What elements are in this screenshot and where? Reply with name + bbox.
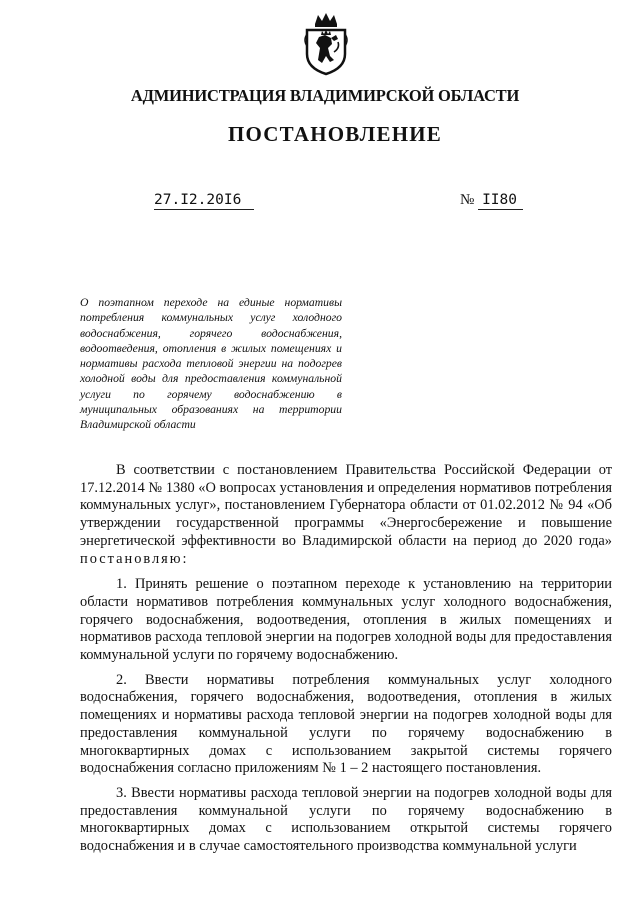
preamble-paragraph [80,462,612,568]
preamble-text: В соответствии с постановлением Правительства Российской Федерации от 17.12.2014 № 1380 «О вопросах установления и определения нормативов потребления коммунальных услуг», постановлением Губернатора области от 01.02.2012 № 94 «Об утверждении государственной программы «Энергосбережение и повышение энергетической эффективности во Владимирской области на период до 2020 года» [80,462,612,549]
document-type-title: ПОСТАНОВЛЕНИЕ [227,122,443,146]
document-date: 27.I2.20I6 [154,192,254,210]
coat-of-arms-icon [301,10,351,76]
document-body [80,462,612,863]
item-2: 2. Ввести нормативы потребления коммунальных услуг холодного водоснабжения, горячего водоснабжения, водоотведения, отопления в жилых помещениях и нормативы расхода тепловой энергии на подогрев холодной воды для предоставления коммунальной услуги по горячему водоснабжению в многоквартирных домах с использованием закрытой системы горячего водоснабжения согласно приложениям № 1 – 2 настоящего постановления. [80,671,612,777]
decree-word: постановляю: [80,550,189,567]
item-1: 1. Принять решение о поэтапном переходе к установлению на территории области нормативов потребления коммунальных услуг холодного водоснабжения, горячего водоснабжения, водоотведения, отопления в жилых помещениях и нормативов расхода тепловой энергии на подогрев холодной воды для предоставления коммунальной услуги по горячему водоснабжению. [80,576,612,664]
number-label: № [460,192,475,208]
document-number-block [460,192,523,209]
item-3: 3. Ввести нормативы расхода тепловой энергии на подогрев холодной воды для предоставления коммунальной услуги по горячему водоснабжению в многоквартирных домах с использованием открытой системы горячего водоснабжения и в случае самостоятельного производства коммунальной услуги [80,784,612,855]
document-subject: О поэтапном переходе на единые нормативы потребления коммунальных услуг холодного водоснабжения, горячего водоснабжения, водоотведения, отопления в жилых помещениях и нормативы расхода тепловой энергии на подогрев холодной воды для предоставления коммунальной услуги по горячему водоснабжению в муниципальных образованиях на территории Владимирской области [80,296,342,432]
document-number: II80 [478,192,523,210]
organization-title: АДМИНИСТРАЦИЯ ВЛАДИМИРСКОЙ ОБЛАСТИ [130,86,520,105]
